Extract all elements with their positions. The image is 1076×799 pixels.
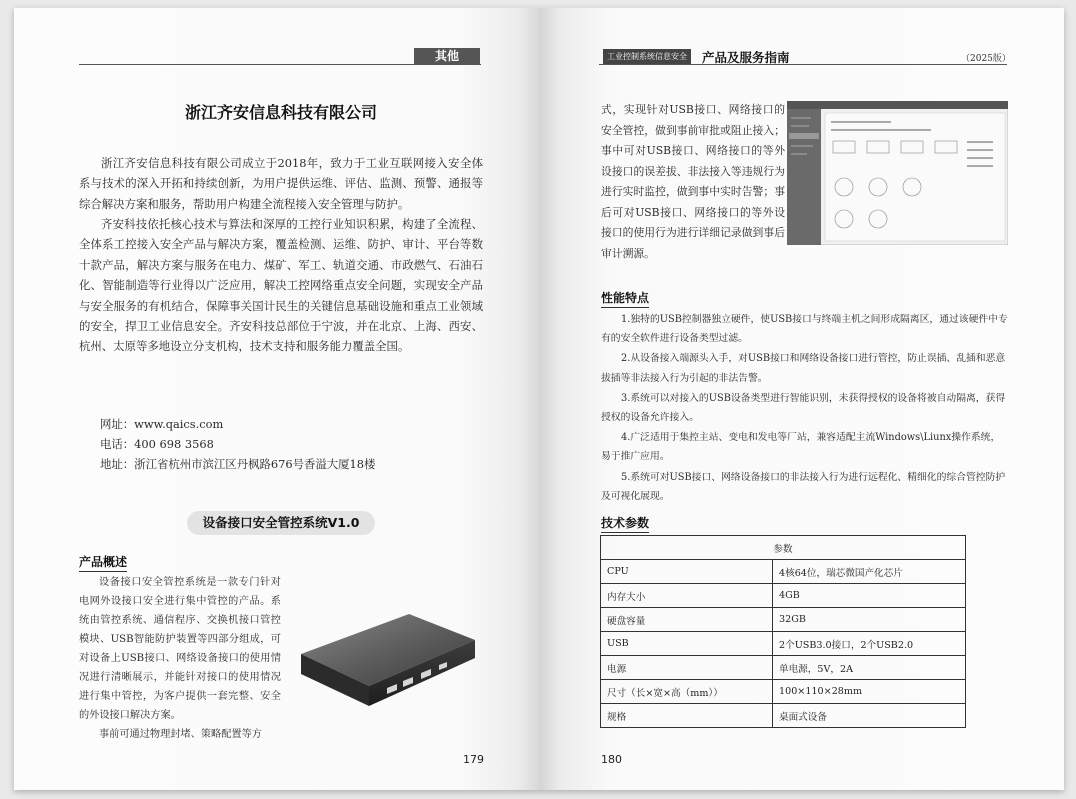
table-row xyxy=(601,560,966,584)
page-number-right: 180 xyxy=(601,753,622,766)
company-name: 浙江齐安信息科技有限公司 xyxy=(184,103,377,122)
table-header-row xyxy=(601,536,966,560)
param-value: 2个USB3.0接口，2个USB2.0 xyxy=(773,632,966,656)
table-header-cell: 参数 xyxy=(601,536,966,560)
param-value: 100×110×28mm xyxy=(773,680,966,704)
table-row xyxy=(601,608,966,632)
params-heading: 技术参数 xyxy=(601,514,649,533)
header-rule xyxy=(599,64,1007,65)
contact-website: 网址：www.qaics.com xyxy=(100,417,224,431)
param-key: 硬盘容量 xyxy=(601,608,773,632)
header-title: 产品及服务指南 xyxy=(702,50,790,65)
param-key: 内存大小 xyxy=(601,584,773,608)
feature-item: 4.广泛适用于集控主站、变电和发电等厂站，兼容适配主流Windows\Liunx操作系统，易于推广应用。 xyxy=(601,432,1001,463)
right-page xyxy=(539,8,1064,790)
table-row xyxy=(601,584,966,608)
param-value: 桌面式设备 xyxy=(773,704,966,728)
feature-item: 3.系统可以对接入的USB设备类型进行智能识别，未获得授权的设备将被自动隔离，获得授权的设备允许接入。 xyxy=(601,392,1006,424)
features-list xyxy=(601,310,1008,507)
table-row xyxy=(601,704,966,728)
param-key: 规格 xyxy=(601,704,773,728)
continued-text: 式，实现针对USB接口、网络接口的安全管控，做到事前审批或阻止接入；事中可对USB接口、网络接口的等外设接口的误差拔、非法接入等违规行为进行实时监控，做到事中实时告警；事后可对USB接口、网络接口的等外设接口的使用行为进行详细记录做到事后审计溯源。 xyxy=(601,103,785,260)
overview-text xyxy=(79,573,281,744)
params-table xyxy=(600,535,966,728)
header-tag: 工业控制系统信息安全 xyxy=(603,49,691,64)
header-rule xyxy=(79,64,481,65)
param-key: CPU xyxy=(601,560,773,584)
intro-paragraph-2: 齐安科技依托核心技术与算法和深厚的工控行业知识积累，构建了全流程、全体系工控接入安全产品与解决方案，覆盖检测、运维、防护、审计、平台等数十款产品，解决方案与服务在电力、煤矿、军工、轨道交通、市政燃气、石油石化、智能制造等行业得以广泛应用，解决工控网络重点安全问题，实现安全产品与安全服务的有机结合，保障事关国计民生的关键信息基础设施和重点工业领域的安全，捍卫工业信息安全。齐安科技总部位于宁波，并在北京、上海、西安、杭州、太原等多地设立分支机构，技术支持和服务能力覆盖全国。 xyxy=(79,217,483,354)
page-number-left: 179 xyxy=(463,753,484,766)
overview-paragraph: 设备接口安全管控系统是一款专门针对电网外设接口安全进行集中管控的产品。系统由管控系统、通信程序、交换机接口管控模块、USB智能防护装置等四部分组成，可对设备上USB接口、网络设备接口的使用情况进行清晰展示，并能针对接口的使用情况进行集中管控，为客户提供一套完整、安全的外设接口解决方案。 xyxy=(79,577,281,721)
param-value: 单电源，5V，2A xyxy=(773,656,966,680)
product-title: 设备接口安全管控系统V1.0 xyxy=(187,511,375,535)
header-year: （2025版） xyxy=(961,54,1011,64)
param-value: 32GB xyxy=(773,608,966,632)
intro-paragraph-1: 浙江齐安信息科技有限公司成立于2018年，致力于工业互联网接入安全体系与技术的深入开拓和持续创新，为用户提供运维、评估、监测、预警、通报等综合解决方案和服务，帮助用户构建全流程接入安全管理与防护。 xyxy=(79,156,483,211)
param-value: 4核64位，瑞芯微国产化芯片 xyxy=(773,560,966,584)
param-key: 尺寸（长×宽×高（mm）） xyxy=(601,680,773,704)
overview-continued: 事前可通过物理封堵、策略配置等方 xyxy=(99,729,262,740)
contact-phone: 电话：400 698 3568 xyxy=(100,437,214,451)
features-heading: 性能特点 xyxy=(601,289,649,308)
software-screenshot xyxy=(787,101,1008,245)
book-spread xyxy=(14,8,1064,790)
overview-heading: 产品概述 xyxy=(79,553,127,572)
param-value: 4GB xyxy=(773,584,966,608)
device-photo xyxy=(297,592,477,710)
param-key: USB xyxy=(601,632,773,656)
feature-item: 1.独特的USB控制器独立硬件，使USB接口与终端主机之间形成隔离区，通过该硬件中专有的安全软件进行设备类型过滤。 xyxy=(601,314,1008,345)
feature-item: 5.系统可对USB接口、网络设备接口的非法接入行为进行远程化、精细化的综合管控防护及可视化展现。 xyxy=(601,471,1006,502)
feature-item: 2.从设备接入端源头入手，对USB接口和网络设备接口进行管控，防止误插、乱插和恶意拔插等非法接入行为引起的非法告警。 xyxy=(601,353,1006,384)
left-page xyxy=(14,8,539,790)
contact-address: 地址：浙江省杭州市滨江区丹枫路676号香溢大厦18楼 xyxy=(100,457,376,471)
section-tag: 其他 xyxy=(414,48,480,64)
param-key: 电源 xyxy=(601,656,773,680)
table-row xyxy=(601,632,966,656)
table-row xyxy=(601,680,966,704)
table-row xyxy=(601,656,966,680)
